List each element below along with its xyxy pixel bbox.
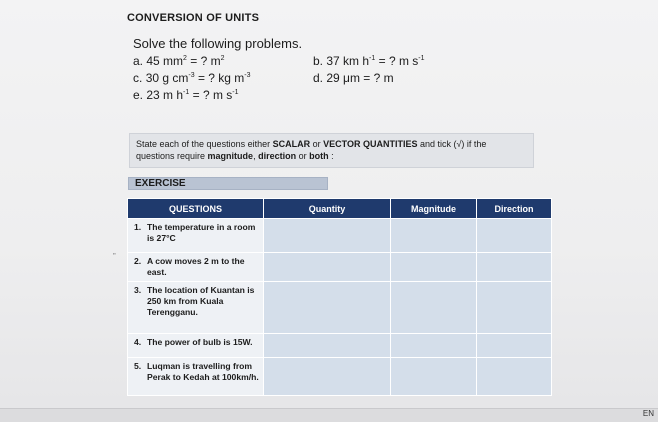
taskbar <box>0 408 658 422</box>
quantity-cell[interactable] <box>264 334 391 358</box>
quantity-cell[interactable] <box>264 358 391 396</box>
language-indicator[interactable]: EN <box>642 409 654 418</box>
header-quantity: Quantity <box>264 199 391 219</box>
exercise-header: EXERCISE <box>128 177 328 190</box>
question-cell: 3. The location of Kuantan is 250 km from Kuala Terengganu. <box>128 282 264 334</box>
page-title: CONVERSION OF UNITS <box>127 12 260 24</box>
problem-e: e. 23 m $h^{-1}$ = ? m $s^{-1}$ <box>133 88 239 102</box>
quantity-cell[interactable] <box>264 282 391 334</box>
problem-b: b. 37 km $h^{-1}$ = ? m $s^{-1}$ <box>313 54 425 68</box>
quantity-cell[interactable] <box>264 253 391 282</box>
question-cell: 2. A cow moves 2 m to the east. <box>128 253 264 282</box>
direction-cell[interactable] <box>477 219 552 253</box>
direction-cell[interactable] <box>477 358 552 396</box>
problem-d: d. 29 μm = ? m <box>313 71 394 85</box>
table-row <box>128 358 552 396</box>
header-direction: Direction <box>477 199 552 219</box>
quantity-cell[interactable] <box>264 219 391 253</box>
instruction-text: Solve the following problems. <box>133 36 303 51</box>
table-row <box>128 219 552 253</box>
table-header-row <box>128 199 552 219</box>
table-row <box>128 282 552 334</box>
instruction-note: State each of the questions either SCALAR or VECTOR QUANTITIES and tick (√) if the questions require magnitude, direction or both : <box>129 133 534 168</box>
problem-list <box>133 54 463 102</box>
direction-cell[interactable] <box>477 282 552 334</box>
magnitude-cell[interactable] <box>391 282 477 334</box>
question-cell: 5. Luqman is travelling from Perak to Kedah at 100km/h. <box>128 358 264 396</box>
magnitude-cell[interactable] <box>391 253 477 282</box>
table-row <box>128 253 552 282</box>
header-magnitude: Magnitude <box>391 199 477 219</box>
problem-c: c. 30 g $cm^{-3}$ = ? kg $m^{-3}$ <box>133 71 251 85</box>
direction-cell[interactable] <box>477 334 552 358</box>
magnitude-cell[interactable] <box>391 219 477 253</box>
magnitude-cell[interactable] <box>391 358 477 396</box>
direction-cell[interactable] <box>477 253 552 282</box>
exercise-table <box>127 198 552 396</box>
table-row <box>128 334 552 358</box>
problem-a: a. 45 $mm^2$ = ? $m^2$ <box>133 54 225 68</box>
magnitude-cell[interactable] <box>391 334 477 358</box>
question-cell: 4. The power of bulb is 15W. <box>128 334 264 358</box>
header-questions: QUESTIONS <box>128 199 264 219</box>
margin-mark: ” <box>113 252 116 261</box>
question-cell: 1. The temperature in a room is 27°C <box>128 219 264 253</box>
